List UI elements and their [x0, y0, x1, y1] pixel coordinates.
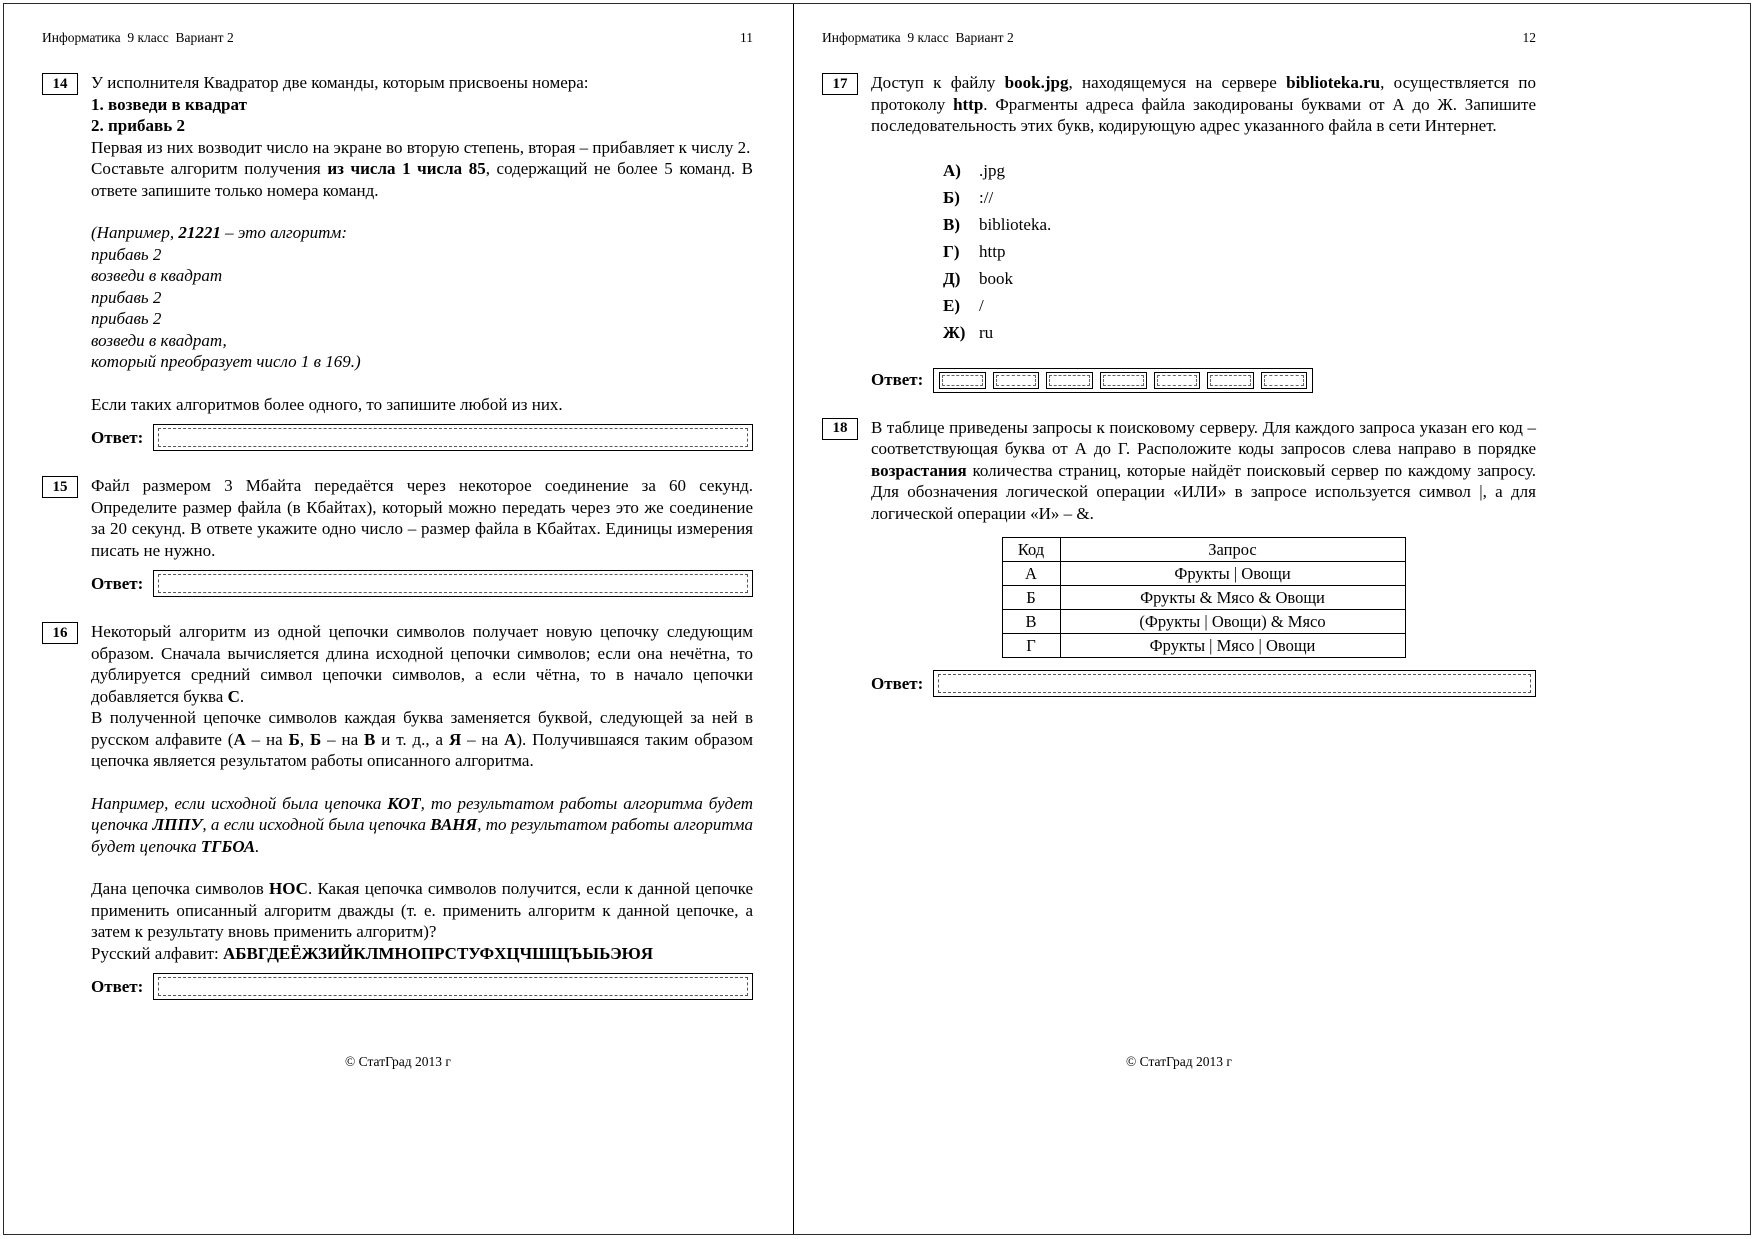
cell-field: [1103, 375, 1144, 386]
task-17-answer-row: [871, 368, 1536, 393]
answer-label: Ответ:: [91, 427, 144, 447]
cell-field: [1157, 375, 1198, 386]
table-row: [1002, 634, 1405, 658]
page-11-header: [42, 30, 753, 46]
task-17-answer-cell-7[interactable]: [1261, 372, 1308, 389]
task-16-paragraph-3: Дана цепочка символов НОС. Какая цепочка символов получится, если к данной цепочке применить описанный алгоритм дважды (т. е. применить алгоритм к данной цепочке, а затем к результату вновь применить алгоритм)?: [91, 879, 753, 941]
option-v-label: В): [943, 215, 960, 235]
row-query: (Фрукты | Овощи) & Мясо: [1060, 610, 1405, 634]
option-v: [943, 212, 1536, 239]
option-a-label: А): [943, 161, 961, 181]
task-14-command-1: 1. возведи в квадрат: [91, 94, 247, 114]
task-16-number: 16: [42, 622, 78, 644]
task-18-number: 18: [822, 418, 858, 440]
task-17-answer-cell-3[interactable]: [1046, 372, 1093, 389]
option-zh-value: ru: [979, 323, 994, 343]
task-15-answer-row: [91, 570, 753, 597]
row-query: Фрукты | Мясо | Овощи: [1060, 634, 1405, 658]
table-row: [1002, 586, 1405, 610]
page-11: [4, 4, 794, 1234]
task-16-paragraph-2: В полученной цепочке символов каждая буква заменяется буквой, следующей за ней в русском алфавите (А – на Б, Б – на В и т. д., а Я – на А). Получившаяся таким образом цепочка является результатом работы описанного алгоритма.: [91, 708, 753, 770]
task-17-answer-cell-2[interactable]: [993, 372, 1040, 389]
task-14-example-line-7: который преобразует число 1 в 169.): [91, 352, 361, 371]
task-14-example-line-6: возведи в квадрат,: [91, 330, 227, 350]
option-d: [943, 266, 1536, 293]
task-14-example-line-1: (Например, 21221 – это алгоритм:: [91, 223, 347, 242]
spacer: [91, 772, 753, 793]
query-table-header-code: Код: [1002, 538, 1060, 562]
option-e: [943, 293, 1536, 320]
row-query: Фрукты & Мясо & Овощи: [1060, 586, 1405, 610]
task-14-example-line-4: прибавь 2: [91, 287, 162, 307]
task-14-answer-row: [91, 424, 753, 451]
option-b-label: Б): [943, 188, 960, 208]
page-header-title: Информатика 9 класс Вариант 2: [42, 30, 234, 45]
task-16: [42, 621, 753, 1000]
task-15-paragraph-1: Файл размером 3 Мбайта передаётся через некоторое соединение за 60 секунд. Определите размер файла (в Кбайтах), который можно передать через это же соединение за 20 секунд. В ответе укажите одно число – размер файла в Кбайтах. Единицы измерения писать не нужно.: [91, 476, 753, 560]
option-b-value: ://: [979, 188, 994, 208]
task-17-number: 17: [822, 73, 858, 95]
answer-label: Ответ:: [91, 976, 144, 996]
task-18-answer-box[interactable]: [933, 670, 1536, 697]
page-11-footer: © СтатГрад 2013 г: [345, 1054, 451, 1069]
task-14-number: 14: [42, 73, 78, 95]
cell-field: [1049, 375, 1090, 386]
task-15: [42, 475, 753, 597]
task-14-answer-field: [158, 428, 748, 447]
task-16-example: Например, если исходной была цепочка КОТ, то результатом работы алгоритма будет цепочка ЛППУ, а если исходной была цепочка ВАНЯ, то результатом работы алгоритма будет цепочка ТГБОА.: [91, 793, 753, 856]
page-12: [794, 4, 1750, 1234]
table-row: [1002, 562, 1405, 586]
spacer: [91, 857, 753, 878]
option-zh-label: Ж): [943, 323, 966, 343]
task-18-paragraph-1: В таблице приведены запросы к поисковому серверу. Для каждого запроса указан его код – соответствующая буква от А до Г. Расположите коды запросов слева направо в порядке возрастания количества страниц, которые найдёт поисковый сервер по каждому запросу. Для обозначения логической операции «ИЛИ» в запросе используется символ |, а для логической операции «И» – &.: [871, 417, 1536, 523]
row-code: А: [1002, 562, 1060, 586]
task-14-example-line-5: прибавь 2: [91, 309, 162, 328]
page-number: 11: [740, 30, 753, 45]
query-table-header-row: [1002, 538, 1405, 562]
option-a: [943, 158, 1536, 185]
query-table-header-query: Запрос: [1060, 538, 1405, 562]
spacer: [91, 201, 753, 222]
page-number: 12: [1522, 30, 1536, 45]
page-12-footer: © СтатГрад 2013 г: [1126, 1054, 1232, 1069]
task-15-answer-field: [158, 574, 748, 593]
task-16-paragraph-1: Некоторый алгоритм из одной цепочки символов получает новую цепочку следующим образом. Сначала вычисляется длина исходной цепочки символов; если она нечётна, то дублируется средний символ цепочки символов, а если чётна, то в начало цепочки добавляется буква С.: [91, 622, 753, 706]
answer-label: Ответ:: [91, 573, 144, 593]
option-a-value: .jpg: [979, 161, 1005, 181]
option-d-value: book: [979, 269, 1013, 289]
option-e-value: /: [979, 296, 984, 316]
task-17-answer-cell-4[interactable]: [1100, 372, 1147, 389]
task-14-example-line-2: прибавь 2: [91, 244, 162, 264]
task-17-options: [943, 158, 1536, 347]
answer-label: Ответ:: [871, 370, 924, 390]
cell-field: [942, 375, 983, 386]
task-17: [822, 72, 1536, 393]
row-code: Г: [1002, 634, 1060, 658]
option-g: [943, 239, 1536, 266]
task-14-paragraph-3: Составьте алгоритм получения из числа 1 числа 85, содержащий не более 5 команд. В ответе запишите только номера команд.: [91, 159, 753, 200]
cell-field: [1210, 375, 1251, 386]
task-16-alphabet: Русский алфавит: АБВГДЕЁЖЗИЙКЛМНОПРСТУФХЦЧШЩЪЫЬЭЮЯ: [91, 943, 654, 963]
exam-sheet: [3, 3, 1751, 1235]
table-row: [1002, 610, 1405, 634]
option-e-label: Е): [943, 296, 960, 316]
row-code: Б: [1002, 586, 1060, 610]
task-15-number: 15: [42, 476, 78, 498]
task-17-answer-cell-6[interactable]: [1207, 372, 1254, 389]
task-17-answer-cell-5[interactable]: [1154, 372, 1201, 389]
task-14-paragraph-4: Если таких алгоритмов более одного, то запишите любой из них.: [91, 394, 563, 414]
task-14-paragraph-2: Первая из них возводит число на экране во вторую степень, вторая – прибавляет к числу 2.: [91, 137, 751, 157]
task-14: [42, 72, 753, 451]
task-18: [822, 417, 1536, 698]
query-table: [1002, 537, 1406, 658]
page-12-header: [822, 30, 1536, 46]
option-v-value: biblioteka.: [979, 215, 1052, 235]
task-14-intro: У исполнителя Квадратор две команды, которым присвоены номера:: [91, 73, 589, 92]
option-b: [943, 185, 1536, 212]
spacer: [91, 373, 753, 394]
option-g-value: http: [979, 242, 1006, 262]
cell-field: [996, 375, 1037, 386]
answer-label: Ответ:: [871, 673, 924, 693]
task-18-answer-row: [871, 670, 1536, 697]
page-header-title: Информатика 9 класс Вариант 2: [822, 30, 1014, 45]
row-query: Фрукты | Овощи: [1060, 562, 1405, 586]
task-17-answer-cell-1[interactable]: [939, 372, 986, 389]
task-16-answer-row: [91, 973, 753, 1000]
task-14-command-2: 2. прибавь 2: [91, 116, 185, 135]
task-17-answer-cells: [933, 368, 1313, 393]
task-18-answer-field: [938, 674, 1531, 693]
task-17-paragraph-1: Доступ к файлу book.jpg, находящемуся на сервере biblioteka.ru, осуществляется по протоколу http. Фрагменты адреса файла закодированы буквами от А до Ж. Запишите последовательность этих букв, кодирующую адрес указанного файла в сети Интернет.: [871, 73, 1536, 135]
option-d-label: Д): [943, 269, 961, 289]
task-16-answer-field: [158, 977, 748, 996]
task-16-answer-box[interactable]: [153, 973, 753, 1000]
task-15-answer-box[interactable]: [153, 570, 753, 597]
option-zh: [943, 320, 1536, 347]
option-g-label: Г): [943, 242, 960, 262]
row-code: В: [1002, 610, 1060, 634]
task-14-answer-box[interactable]: [153, 424, 753, 451]
cell-field: [1264, 375, 1305, 386]
task-14-example-line-3: возведи в квадрат: [91, 266, 223, 285]
